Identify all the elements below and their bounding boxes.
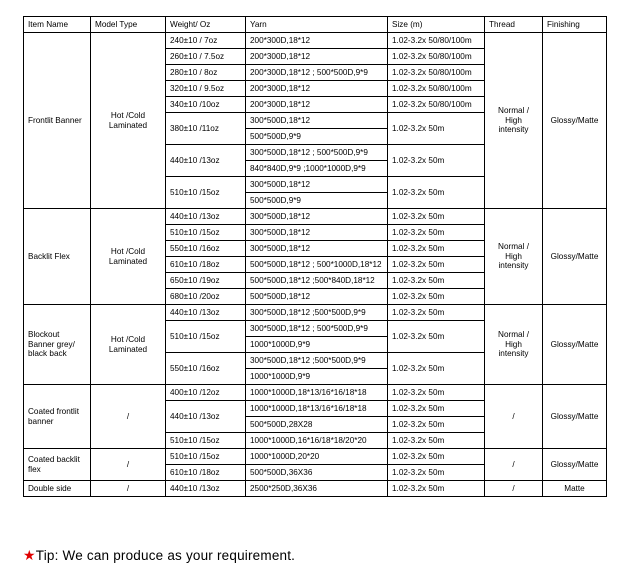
- size-cell: 1.02-3.2x 50m: [388, 417, 485, 433]
- finishing-cell: Glossy/Matte: [543, 385, 607, 449]
- weight-cell: 440±10 /13oz: [166, 481, 246, 497]
- size-cell: 1.02-3.2x 50m: [388, 113, 485, 145]
- weight-cell: 610±10 /18oz: [166, 465, 246, 481]
- size-cell: 1.02-3.2x 50m: [388, 177, 485, 209]
- finishing-cell: Matte: [543, 481, 607, 497]
- weight-cell: 510±10 /15oz: [166, 177, 246, 209]
- yarn-cell: 1000*1000D,18*13/16*16/18*18: [246, 401, 388, 417]
- yarn-cell: 200*300D,18*12: [246, 81, 388, 97]
- yarn-cell: 500*500D,18*12: [246, 289, 388, 305]
- thread-cell: /: [485, 481, 543, 497]
- size-cell: 1.02-3.2x 50m: [388, 385, 485, 401]
- yarn-cell: 2500*250D,36X36: [246, 481, 388, 497]
- model-type-cell: /: [91, 385, 166, 449]
- yarn-cell: 500*500D,18*12 ; 500*1000D,18*12: [246, 257, 388, 273]
- weight-cell: 510±10 /15oz: [166, 225, 246, 241]
- yarn-cell: 200*300D,18*12: [246, 33, 388, 49]
- weight-cell: 280±10 / 8oz: [166, 65, 246, 81]
- size-cell: 1.02-3.2x 50/80/100m: [388, 81, 485, 97]
- weight-cell: 240±10 / 7oz: [166, 33, 246, 49]
- yarn-cell: 500*500D,28X28: [246, 417, 388, 433]
- size-cell: 1.02-3.2x 50m: [388, 257, 485, 273]
- yarn-cell: 300*500D,18*12 ;500*500D,9*9: [246, 305, 388, 321]
- header-model-type: Model Type: [91, 17, 166, 33]
- spec-table-body: [24, 33, 607, 497]
- yarn-cell: 840*840D,9*9 ;1000*1000D,9*9: [246, 161, 388, 177]
- yarn-cell: 300*500D,18*12: [246, 209, 388, 225]
- model-type-cell: Hot /Cold Laminated: [91, 305, 166, 385]
- size-cell: 1.02-3.2x 50/80/100m: [388, 97, 485, 113]
- yarn-cell: 500*500D,36X36: [246, 465, 388, 481]
- table-row: [24, 209, 607, 225]
- header-yarn: Yarn: [246, 17, 388, 33]
- header-size: Size (m): [388, 17, 485, 33]
- size-cell: 1.02-3.2x 50/80/100m: [388, 49, 485, 65]
- yarn-cell: 1000*1000D,9*9: [246, 337, 388, 353]
- header-thread: Thread: [485, 17, 543, 33]
- product-spec-table: [23, 16, 607, 497]
- model-type-cell: /: [91, 449, 166, 481]
- weight-cell: 550±10 /16oz: [166, 241, 246, 257]
- weight-cell: 380±10 /11oz: [166, 113, 246, 145]
- thread-cell: /: [485, 385, 543, 449]
- tip-note: [23, 547, 295, 564]
- size-cell: 1.02-3.2x 50m: [388, 433, 485, 449]
- size-cell: 1.02-3.2x 50m: [388, 241, 485, 257]
- weight-cell: 550±10 /16oz: [166, 353, 246, 385]
- header-finishing: Finishing: [543, 17, 607, 33]
- table-row: [24, 385, 607, 401]
- header-item-name: Item Name: [24, 17, 91, 33]
- yarn-cell: 300*500D,18*12: [246, 113, 388, 129]
- yarn-cell: 300*500D,18*12: [246, 177, 388, 193]
- thread-cell: Normal / High intensity: [485, 33, 543, 209]
- finishing-cell: Glossy/Matte: [543, 449, 607, 481]
- table-row: [24, 449, 607, 465]
- weight-cell: 440±10 /13oz: [166, 305, 246, 321]
- weight-cell: 400±10 /12oz: [166, 385, 246, 401]
- weight-cell: 510±10 /15oz: [166, 449, 246, 465]
- size-cell: 1.02-3.2x 50m: [388, 321, 485, 353]
- size-cell: 1.02-3.2x 50m: [388, 209, 485, 225]
- yarn-cell: 200*300D,18*12 ; 500*500D,9*9: [246, 65, 388, 81]
- weight-cell: 440±10 /13oz: [166, 401, 246, 433]
- thread-cell: Normal / High intensity: [485, 209, 543, 305]
- size-cell: 1.02-3.2x 50m: [388, 145, 485, 177]
- yarn-cell: 500*500D,9*9: [246, 129, 388, 145]
- model-type-cell: Hot /Cold Laminated: [91, 33, 166, 209]
- thread-cell: /: [485, 449, 543, 481]
- yarn-cell: 1000*1000D,20*20: [246, 449, 388, 465]
- header-row: [24, 17, 607, 33]
- tip-text: Tip: We can produce as your requirement.: [35, 548, 296, 563]
- header-weight: Weight/ Oz: [166, 17, 246, 33]
- table-row: [24, 481, 607, 497]
- yarn-cell: 300*500D,18*12: [246, 241, 388, 257]
- thread-cell: Normal / High intensity: [485, 305, 543, 385]
- item-name-cell: Double side: [24, 481, 91, 497]
- weight-cell: 340±10 /10oz: [166, 97, 246, 113]
- finishing-cell: Glossy/Matte: [543, 209, 607, 305]
- yarn-cell: 500*500D,9*9: [246, 193, 388, 209]
- weight-cell: 440±10 /13oz: [166, 209, 246, 225]
- item-name-cell: Blockout Banner grey/ black back: [24, 305, 91, 385]
- size-cell: 1.02-3.2x 50m: [388, 465, 485, 481]
- table-row: [24, 305, 607, 321]
- weight-cell: 510±10 /15oz: [166, 321, 246, 353]
- yarn-cell: 200*300D,18*12: [246, 49, 388, 65]
- weight-cell: 650±10 /19oz: [166, 273, 246, 289]
- size-cell: 1.02-3.2x 50m: [388, 449, 485, 465]
- yarn-cell: 300*500D,18*12 ; 500*500D,9*9: [246, 145, 388, 161]
- yarn-cell: 300*500D,18*12 ;500*500D,9*9: [246, 353, 388, 369]
- size-cell: 1.02-3.2x 50m: [388, 401, 485, 417]
- item-name-cell: Coated frontlit banner: [24, 385, 91, 449]
- star-icon: ★: [23, 547, 36, 563]
- size-cell: 1.02-3.2x 50/80/100m: [388, 33, 485, 49]
- yarn-cell: 1000*1000D,9*9: [246, 369, 388, 385]
- weight-cell: 610±10 /18oz: [166, 257, 246, 273]
- size-cell: 1.02-3.2x 50m: [388, 289, 485, 305]
- item-name-cell: Coated backlit flex: [24, 449, 91, 481]
- yarn-cell: 300*500D,18*12 ; 500*500D,9*9: [246, 321, 388, 337]
- model-type-cell: Hot /Cold Laminated: [91, 209, 166, 305]
- yarn-cell: 200*300D,18*12: [246, 97, 388, 113]
- size-cell: 1.02-3.2x 50m: [388, 305, 485, 321]
- weight-cell: 510±10 /15oz: [166, 433, 246, 449]
- weight-cell: 260±10 / 7.5oz: [166, 49, 246, 65]
- size-cell: 1.02-3.2x 50m: [388, 353, 485, 385]
- size-cell: 1.02-3.2x 50/80/100m: [388, 65, 485, 81]
- yarn-cell: 500*500D,18*12 ;500*840D,18*12: [246, 273, 388, 289]
- size-cell: 1.02-3.2x 50m: [388, 481, 485, 497]
- weight-cell: 320±10 / 9.5oz: [166, 81, 246, 97]
- weight-cell: 680±10 /20oz: [166, 289, 246, 305]
- model-type-cell: /: [91, 481, 166, 497]
- item-name-cell: Frontlit Banner: [24, 33, 91, 209]
- size-cell: 1.02-3.2x 50m: [388, 225, 485, 241]
- weight-cell: 440±10 /13oz: [166, 145, 246, 177]
- finishing-cell: Glossy/Matte: [543, 305, 607, 385]
- finishing-cell: Glossy/Matte: [543, 33, 607, 209]
- table-row: [24, 33, 607, 49]
- item-name-cell: Backlit Flex: [24, 209, 91, 305]
- yarn-cell: 1000*1000D,18*13/16*16/18*18: [246, 385, 388, 401]
- yarn-cell: 1000*1000D,16*16/18*18/20*20: [246, 433, 388, 449]
- yarn-cell: 300*500D,18*12: [246, 225, 388, 241]
- size-cell: 1.02-3.2x 50m: [388, 273, 485, 289]
